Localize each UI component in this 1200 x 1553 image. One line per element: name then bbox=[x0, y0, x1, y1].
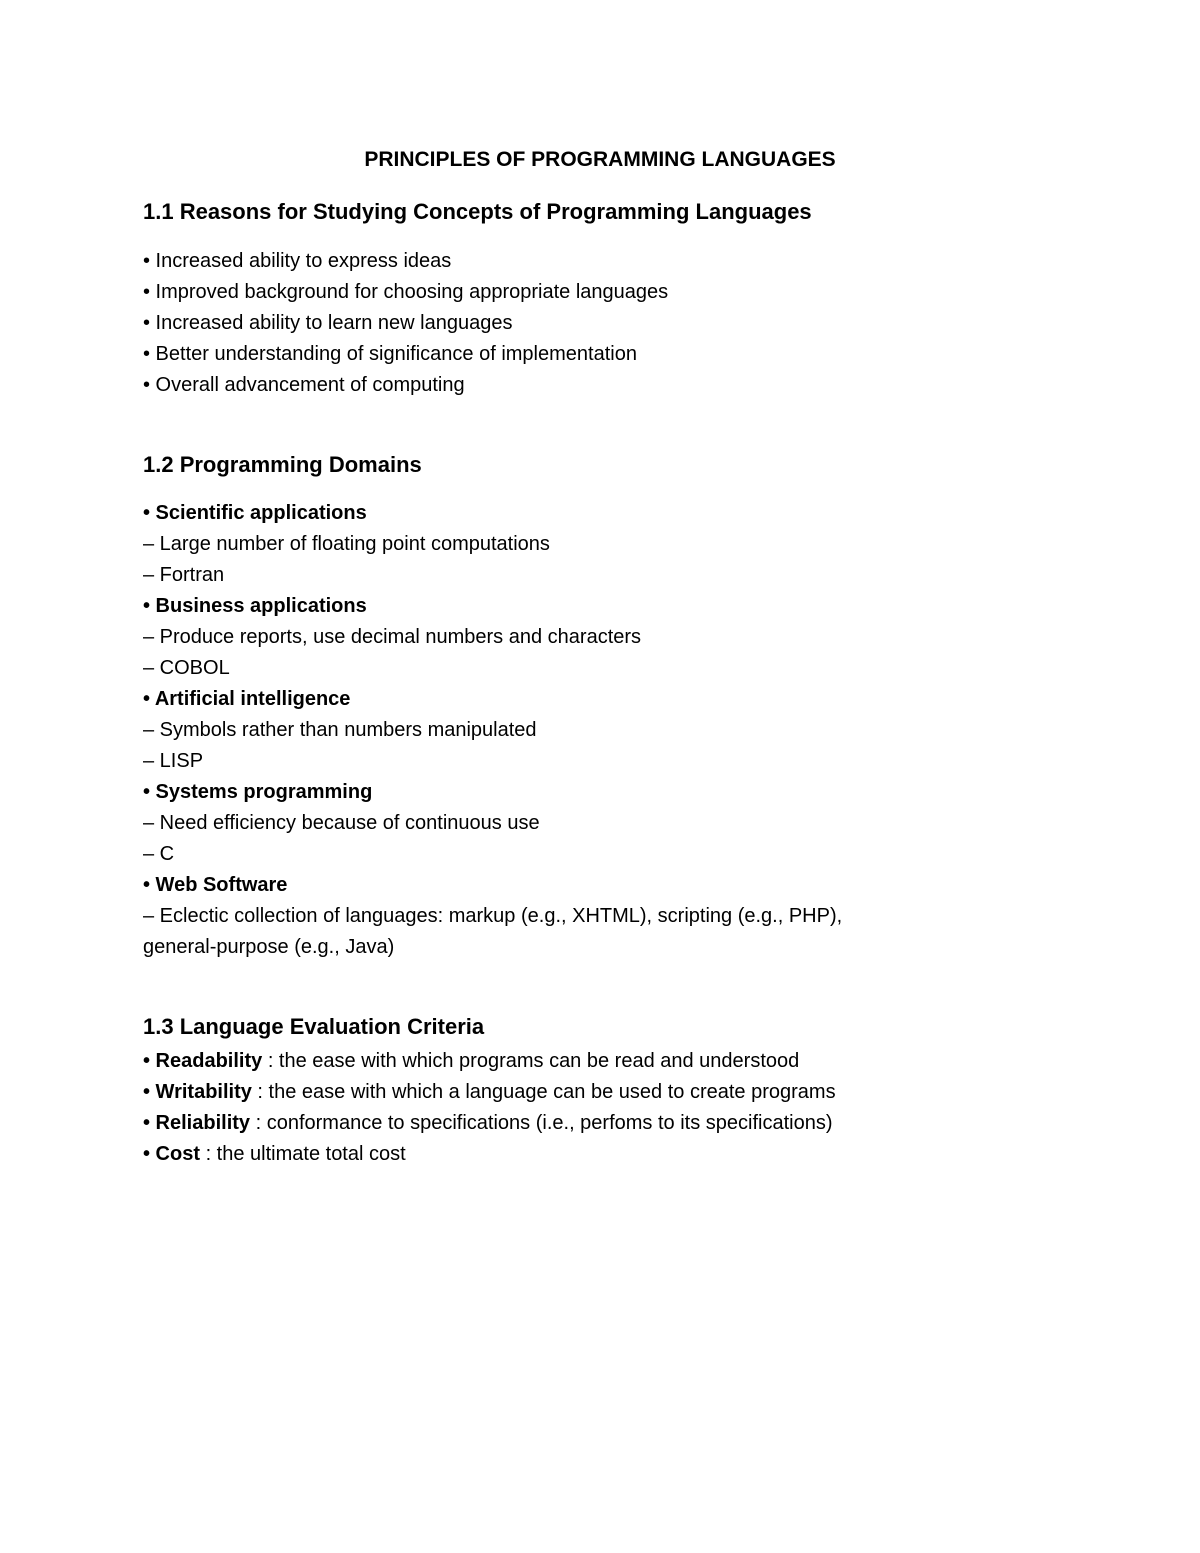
criteria-description: : the ease with which programs can be read and understood bbox=[262, 1050, 800, 1072]
list-item: • Increased ability to learn new languages bbox=[143, 312, 513, 334]
criteria-description: : conformance to specifications (i.e., perfoms to its specifications) bbox=[250, 1112, 833, 1134]
domain-name-text: • Web Software bbox=[143, 874, 288, 896]
criteria-description: : the ease with which a language can be used to create programs bbox=[251, 1081, 836, 1103]
document-title: PRINCIPLES OF PROGRAMMING LANGUAGES bbox=[364, 148, 836, 171]
domain-language: – COBOL bbox=[143, 657, 230, 679]
domain-language: – Fortran bbox=[143, 564, 225, 586]
domain-name-text: • Business applications bbox=[143, 595, 367, 617]
domain-name bbox=[143, 499, 367, 527]
domain-name-text: • Systems programming bbox=[143, 781, 373, 803]
domain-language: – C bbox=[143, 843, 175, 865]
domain-description: – Produce reports, use decimal numbers and characters bbox=[143, 626, 642, 648]
section-1-2-heading: 1.2 Programming Domains bbox=[143, 452, 422, 477]
criteria-description: : the ultimate total cost bbox=[200, 1143, 406, 1165]
criteria-item bbox=[143, 1140, 406, 1168]
domain-name bbox=[143, 685, 350, 713]
list-item: • Improved background for choosing appropriate languages bbox=[143, 281, 669, 303]
domain-language: – LISP bbox=[143, 750, 204, 772]
criteria-name: • Reliability bbox=[143, 1112, 251, 1134]
section-1-1-heading: 1.1 Reasons for Studying Concepts of Programming Languages bbox=[143, 199, 812, 224]
domain-description: – Eclectic collection of languages: markup (e.g., XHTML), scripting (e.g., PHP), bbox=[143, 905, 843, 927]
list-item: • Overall advancement of computing bbox=[143, 374, 465, 396]
section-1-3-heading: 1.3 Language Evaluation Criteria bbox=[143, 1014, 485, 1039]
criteria-item bbox=[143, 1078, 836, 1106]
criteria-item bbox=[143, 1109, 833, 1137]
list-item: • Increased ability to express ideas bbox=[143, 250, 452, 272]
criteria-item bbox=[143, 1047, 799, 1075]
list-item: • Better understanding of significance of implementation bbox=[143, 343, 637, 365]
criteria-name: • Readability bbox=[143, 1050, 263, 1072]
domain-name bbox=[143, 592, 367, 620]
domain-name-text: • Artificial intelligence bbox=[143, 688, 351, 710]
domain-name bbox=[143, 778, 372, 806]
domain-name-text: • Scientific applications bbox=[143, 502, 367, 524]
domain-description: – Need efficiency because of continuous use bbox=[143, 812, 540, 834]
criteria-name: • Cost bbox=[143, 1143, 201, 1165]
criteria-name: • Writability bbox=[143, 1081, 252, 1103]
domain-name bbox=[143, 871, 287, 899]
domain-description-continued: general-purpose (e.g., Java) bbox=[143, 936, 395, 958]
domain-description: – Large number of floating point computations bbox=[143, 533, 550, 555]
domain-description: – Symbols rather than numbers manipulated bbox=[143, 719, 537, 741]
